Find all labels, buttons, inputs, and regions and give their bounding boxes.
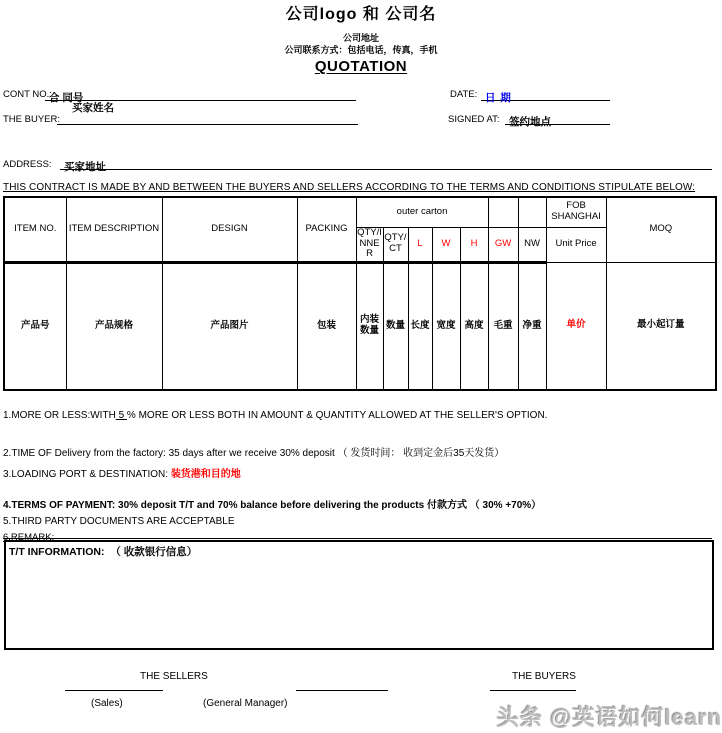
general-manager-signature-line[interactable]: [296, 690, 388, 691]
note1-underlined-value: 5: [115, 410, 127, 421]
signed-at-field[interactable]: [505, 112, 610, 128]
cell-qty-ct: 数量: [383, 262, 408, 390]
date-field[interactable]: [481, 88, 610, 104]
col-header-unit-price: Unit Price: [546, 227, 606, 262]
col-header-qty-ct: QTY/CT: [383, 227, 408, 262]
tt-information-label: [6, 542, 712, 559]
sellers-heading: THE SELLERS: [140, 671, 208, 682]
col-header-qty-inner: QTY/INNER: [356, 227, 383, 262]
address-value: 买家地址: [64, 161, 106, 173]
note-third-party-documents: 5.THIRD PARTY DOCUMENTS ARE ACCEPTABLE: [3, 516, 235, 527]
note-loading-port: [3, 465, 241, 480]
note3-destination-value: 装货港和目的地: [170, 469, 241, 480]
note-remark[interactable]: [3, 527, 712, 543]
table-row: [4, 262, 716, 390]
col-header-length: L: [408, 227, 432, 262]
quotation-table: [3, 196, 717, 391]
contract-intro: THIS CONTRACT IS MADE BY AND BETWEEN THE BUYERS AND SELLERS ACCORDING TO THE TERMS AND CONDITIONS STIPULATE BELOW:: [3, 182, 696, 193]
cell-gross-weight: 毛重: [488, 262, 518, 390]
col-header-width: W: [432, 227, 460, 262]
toutiao-watermark: 头条 @英语如何learn: [497, 705, 722, 730]
address-field[interactable]: [60, 157, 712, 173]
cell-unit-price: 单价: [546, 262, 606, 390]
tt-bank-info-hint: （ 收款银行信息）: [110, 546, 198, 558]
col-header-net-weight: NW: [518, 227, 546, 262]
signed-at-value: 签约地点: [509, 116, 551, 128]
sales-signature-line[interactable]: [65, 690, 163, 691]
col-header-moq: MOQ: [606, 197, 716, 262]
cell-qty-inner: 内装数量: [356, 262, 383, 390]
signed-at-label: SIGNED AT:: [448, 114, 500, 125]
note3-label: 3.LOADING PORT & DESTINATION:: [3, 469, 171, 480]
note-terms-of-payment: 4.TERMS OF PAYMENT: 30% deposit T/T and 70% balance before delivering the products 付款方式 （ 30% +70%）: [3, 500, 542, 511]
company-name: 公司logo 和 公司名: [285, 6, 437, 23]
buyers-signature-line[interactable]: [490, 690, 576, 691]
address-label: ADDRESS:: [3, 159, 52, 170]
col-header-fob: FOB SHANGHAI: [546, 197, 606, 227]
col-header-item-description: ITEM DESCRIPTION: [66, 197, 162, 262]
empty-header-cell-nw: [518, 197, 546, 227]
note1-post: % MORE OR LESS BOTH IN AMOUNT & QUANTITY ALLOWED AT THE SELLER'S OPTION.: [126, 410, 548, 421]
date-label: DATE:: [450, 89, 478, 100]
page-title: QUOTATION: [314, 58, 408, 75]
col-header-height: H: [460, 227, 488, 262]
cell-net-weight: 净重: [518, 262, 546, 390]
company-contact: 公司联系方式：包括电话，传真，手机: [284, 45, 438, 55]
company-address: 公司地址: [342, 33, 379, 43]
col-header-gross-weight: GW: [488, 227, 518, 262]
col-header-item-no: ITEM NO.: [4, 197, 66, 262]
cont-no-label: CONT NO.:: [3, 89, 52, 100]
cell-design: 产品图片: [162, 262, 297, 390]
cell-packing: 包装: [297, 262, 356, 390]
cell-moq: 最小起订量: [606, 262, 716, 390]
buyers-heading: THE BUYERS: [512, 671, 576, 682]
buyer-label: THE BUYER:: [3, 114, 61, 125]
buyer-name-hint: 买家姓名: [72, 102, 114, 114]
note-more-or-less: [3, 410, 547, 421]
buyer-field[interactable]: [57, 112, 358, 125]
empty-header-cell-gw: [488, 197, 518, 227]
cell-length: 长度: [408, 262, 432, 390]
col-header-outer-carton: outer carton: [356, 197, 488, 227]
general-manager-label: (General Manager): [203, 698, 288, 709]
col-header-design: DESIGN: [162, 197, 297, 262]
cell-width: 宽度: [432, 262, 460, 390]
tt-label-text: T/T INFORMATION:: [9, 546, 105, 558]
remark-label: 6.REMARK:: [3, 532, 55, 543]
note1-pre: 1.MORE OR LESS:WITH: [3, 410, 116, 421]
cell-height: 高度: [460, 262, 488, 390]
col-header-packing: PACKING: [297, 197, 356, 262]
sales-label: (Sales): [91, 698, 123, 709]
note-time-of-delivery: 2.TIME OF Delivery from the factory: 35 days after we receive 30% deposit （ 发货时间： 收到定金后35天发货）: [3, 448, 505, 459]
date-value: 日 期: [485, 92, 512, 104]
tt-information-box[interactable]: [4, 540, 714, 650]
cell-item-no: 产品号: [4, 262, 66, 390]
cell-item-description: 产品规格: [66, 262, 162, 390]
cont-no-value: 合 同号: [49, 92, 84, 104]
